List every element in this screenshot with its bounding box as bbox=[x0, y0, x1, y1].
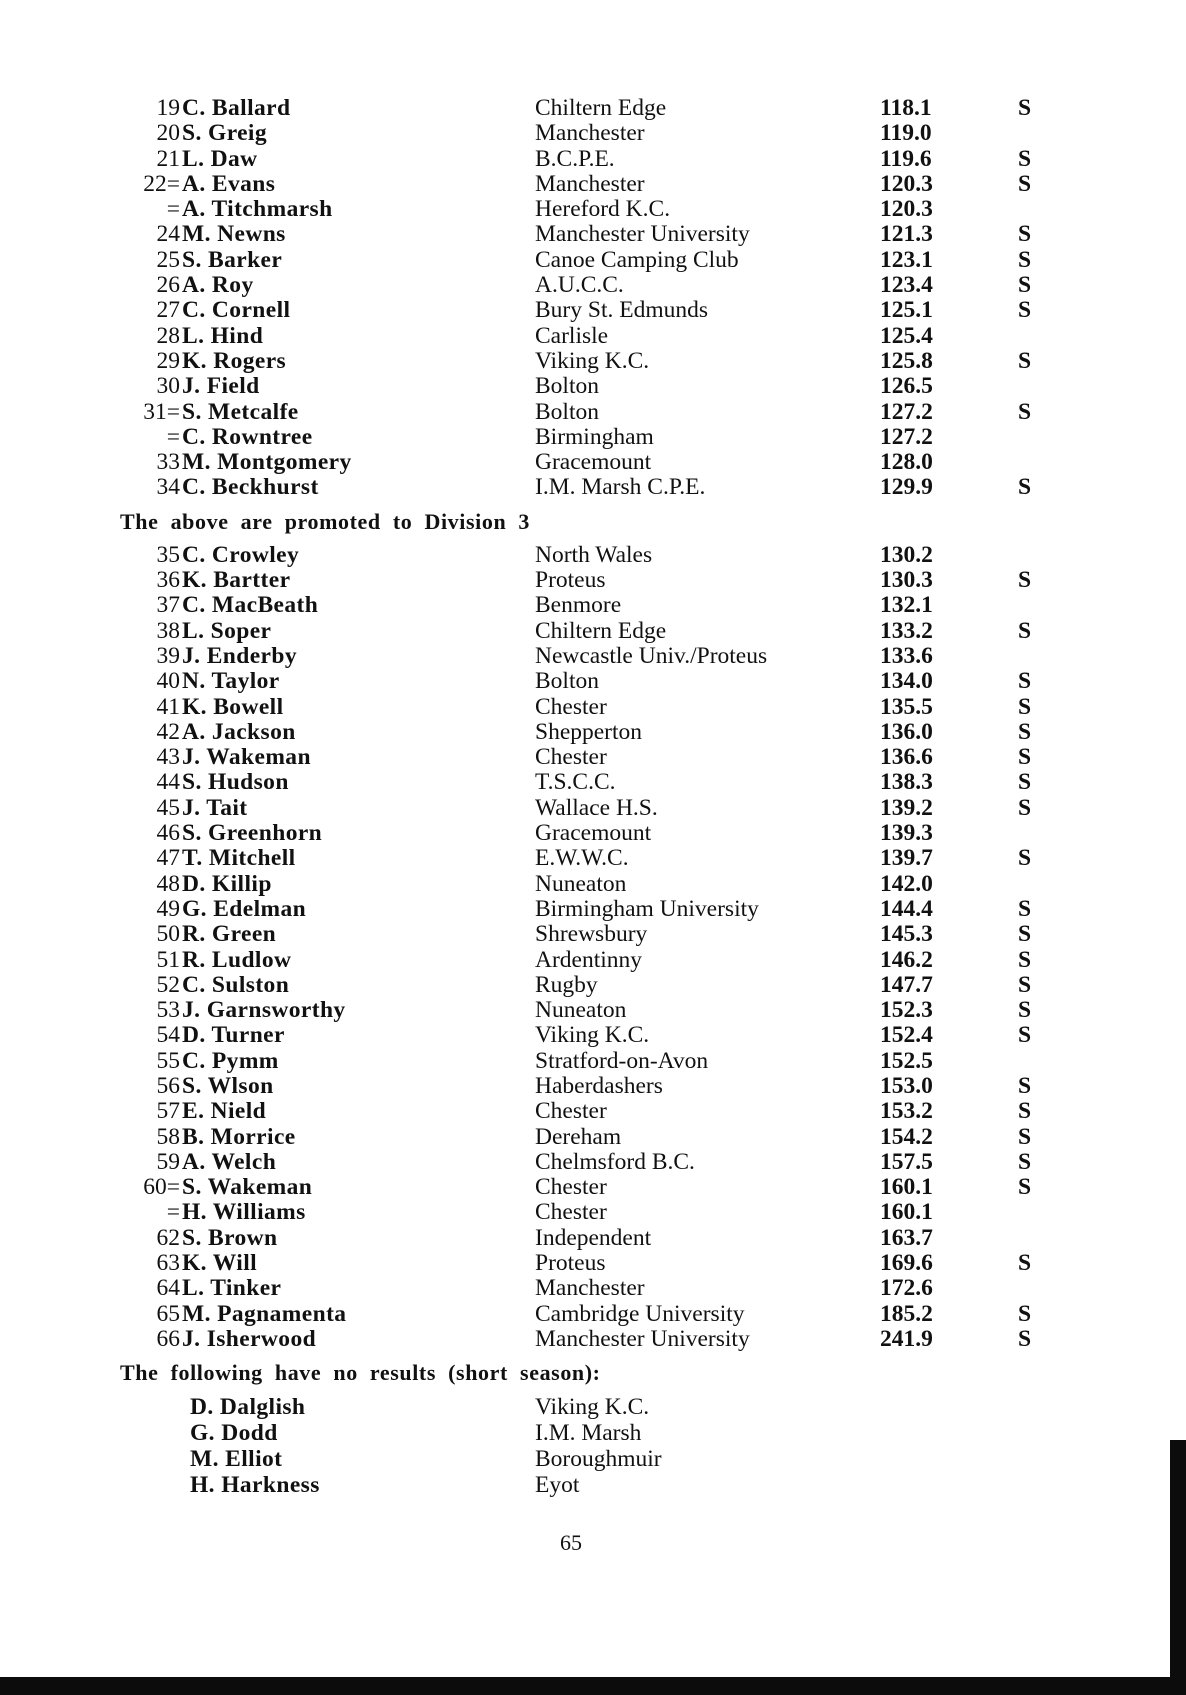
competitor-name: A. Titchmarsh bbox=[182, 196, 333, 223]
no-result-row bbox=[130, 1472, 1050, 1498]
result-time: 119.6 bbox=[880, 145, 932, 172]
rank-cell: 39 bbox=[156, 642, 180, 669]
result-row bbox=[130, 349, 1050, 374]
competitor-name: B. Morrice bbox=[182, 1123, 296, 1150]
competitor-name: C. Ballard bbox=[182, 95, 291, 121]
result-time: 138.3 bbox=[880, 769, 933, 796]
competitor-name: M. Newns bbox=[182, 221, 286, 248]
result-time: 127.2 bbox=[880, 398, 933, 425]
competitor-name: R. Ludlow bbox=[182, 946, 292, 973]
competitor-name: L. Soper bbox=[182, 617, 272, 644]
competitor-name: H. Williams bbox=[182, 1199, 306, 1226]
rank-cell: 24 bbox=[156, 221, 180, 248]
club-name: Viking K.C. bbox=[535, 347, 650, 374]
result-time: 185.2 bbox=[880, 1300, 933, 1327]
result-time: 160.1 bbox=[880, 1199, 933, 1226]
result-row bbox=[130, 450, 1050, 475]
rank-cell: 20 bbox=[156, 120, 180, 147]
club-name: Birmingham University bbox=[535, 895, 759, 922]
competitor-name: L. Daw bbox=[182, 145, 258, 172]
result-time: 133.2 bbox=[880, 617, 933, 644]
club-name: Benmore bbox=[535, 592, 622, 619]
result-row bbox=[130, 298, 1050, 323]
rank-cell: 29 bbox=[156, 347, 180, 374]
competitor-name: D. Killip bbox=[182, 870, 272, 897]
rank-cell: 36 bbox=[156, 567, 180, 594]
no-results-heading: The following have no results (short season): bbox=[120, 1360, 601, 1386]
competitor-name: D. Dalglish bbox=[190, 1394, 306, 1421]
rank-cell: 44 bbox=[156, 769, 180, 796]
rank-cell: 27 bbox=[156, 297, 180, 324]
result-time: 241.9 bbox=[880, 1325, 933, 1352]
result-row bbox=[130, 821, 1050, 846]
club-name: Bury St. Edmunds bbox=[535, 297, 709, 324]
club-name: Haberdashers bbox=[535, 1072, 663, 1099]
result-time: 123.1 bbox=[880, 246, 933, 273]
no-result-row bbox=[130, 1446, 1050, 1472]
rank-cell: 46 bbox=[156, 820, 180, 847]
status-flag: S bbox=[1018, 1148, 1032, 1175]
competitor-name: M. Pagnamenta bbox=[182, 1300, 347, 1327]
result-time: 125.1 bbox=[880, 297, 933, 324]
scan-border-right bbox=[1170, 1440, 1186, 1695]
competitor-name: A. Roy bbox=[182, 272, 254, 299]
status-flag: S bbox=[1018, 617, 1032, 644]
result-time: 120.3 bbox=[880, 196, 933, 223]
club-name: Shrewsbury bbox=[535, 921, 648, 948]
result-time: 146.2 bbox=[880, 946, 933, 973]
result-time: 121.3 bbox=[880, 221, 933, 248]
club-name: Manchester University bbox=[535, 1325, 750, 1352]
rank-cell: 40 bbox=[156, 668, 180, 695]
competitor-name: C. MacBeath bbox=[182, 592, 319, 619]
result-time: 139.7 bbox=[880, 845, 933, 872]
result-row bbox=[130, 1302, 1050, 1327]
competitor-name: S. Greenhorn bbox=[182, 820, 323, 847]
no-results-list bbox=[130, 1394, 1050, 1498]
result-time: 125.4 bbox=[880, 322, 933, 349]
result-row bbox=[130, 197, 1050, 222]
competitor-name: A. Evans bbox=[182, 170, 276, 197]
competitor-name: R. Green bbox=[182, 921, 277, 948]
status-flag: S bbox=[1018, 246, 1032, 273]
result-row bbox=[130, 1200, 1050, 1225]
rank-cell: 21 bbox=[156, 145, 180, 172]
competitor-name: A. Jackson bbox=[182, 718, 296, 745]
rank-cell: 51 bbox=[156, 946, 180, 973]
result-row bbox=[130, 1099, 1050, 1124]
rank-cell: = bbox=[166, 196, 180, 223]
competitor-name: L. Hind bbox=[182, 322, 264, 349]
club-name: I.M. Marsh C.P.E. bbox=[535, 474, 706, 501]
club-name: Birmingham bbox=[535, 423, 654, 450]
result-time: 163.7 bbox=[880, 1224, 933, 1251]
result-row bbox=[130, 669, 1050, 694]
club-name: Bolton bbox=[535, 398, 599, 425]
club-name: Dereham bbox=[535, 1123, 622, 1150]
result-row bbox=[130, 222, 1050, 247]
rank-cell: 42 bbox=[156, 718, 180, 745]
rank-cell: 48 bbox=[156, 870, 180, 897]
result-time: 132.1 bbox=[880, 592, 933, 619]
competitor-name: K. Rogers bbox=[182, 347, 287, 374]
status-flag: S bbox=[1018, 971, 1032, 998]
rank-cell: 43 bbox=[156, 744, 180, 771]
club-name: Chester bbox=[535, 1174, 607, 1201]
club-name: Bolton bbox=[535, 373, 599, 400]
status-flag: S bbox=[1018, 744, 1032, 771]
status-flag: S bbox=[1018, 474, 1032, 501]
club-name: E.W.W.C. bbox=[535, 845, 629, 872]
result-time: 152.4 bbox=[880, 1022, 933, 1049]
status-flag: S bbox=[1018, 693, 1032, 720]
status-flag: S bbox=[1018, 398, 1032, 425]
status-flag: S bbox=[1018, 845, 1032, 872]
result-row bbox=[130, 1074, 1050, 1099]
club-name: Manchester University bbox=[535, 221, 750, 248]
status-flag: S bbox=[1018, 1325, 1032, 1352]
status-flag: S bbox=[1018, 1022, 1032, 1049]
rank-cell: = bbox=[166, 1199, 180, 1226]
competitor-name: J. Tait bbox=[182, 794, 248, 821]
club-name: A.U.C.C. bbox=[535, 272, 624, 299]
club-name: Cambridge University bbox=[535, 1300, 745, 1327]
club-name: Manchester bbox=[535, 170, 645, 197]
result-row bbox=[130, 273, 1050, 298]
result-row bbox=[130, 1175, 1050, 1200]
result-row bbox=[130, 425, 1050, 450]
rank-cell: 45 bbox=[156, 794, 180, 821]
club-name: Proteus bbox=[535, 1250, 606, 1277]
club-name: Hereford K.C. bbox=[535, 196, 671, 223]
club-name: Viking K.C. bbox=[535, 1394, 650, 1421]
status-flag: S bbox=[1018, 921, 1032, 948]
result-row bbox=[130, 619, 1050, 644]
competitor-name: J. Field bbox=[182, 373, 260, 400]
result-time: 172.6 bbox=[880, 1275, 933, 1302]
rank-cell: 19 bbox=[156, 95, 180, 121]
club-name: Independent bbox=[535, 1224, 652, 1251]
result-time: 153.0 bbox=[880, 1072, 933, 1099]
result-time: 118.1 bbox=[880, 95, 932, 121]
result-row bbox=[130, 374, 1050, 399]
result-time: 119.0 bbox=[880, 120, 932, 147]
result-time: 130.3 bbox=[880, 567, 933, 594]
result-row bbox=[130, 1023, 1050, 1048]
result-row bbox=[130, 248, 1050, 273]
rank-cell: 26 bbox=[156, 272, 180, 299]
status-flag: S bbox=[1018, 347, 1032, 374]
club-name: Nuneaton bbox=[535, 997, 627, 1024]
competitor-name: S. Hudson bbox=[182, 769, 289, 796]
rank-cell: 28 bbox=[156, 322, 180, 349]
result-row bbox=[130, 1276, 1050, 1301]
result-time: 152.5 bbox=[880, 1047, 933, 1074]
rank-cell: 53 bbox=[156, 997, 180, 1024]
status-flag: S bbox=[1018, 221, 1032, 248]
status-flag: S bbox=[1018, 272, 1032, 299]
club-name: Chester bbox=[535, 693, 607, 720]
competitor-name: C. Cornell bbox=[182, 297, 291, 324]
results-list-section-2 bbox=[130, 543, 1050, 1353]
competitor-name: C. Beckhurst bbox=[182, 474, 319, 501]
status-flag: S bbox=[1018, 997, 1032, 1024]
competitor-name: J. Isherwood bbox=[182, 1325, 317, 1352]
status-flag: S bbox=[1018, 794, 1032, 821]
rank-cell: 31= bbox=[143, 398, 180, 425]
result-row bbox=[130, 973, 1050, 998]
result-time: 127.2 bbox=[880, 423, 933, 450]
status-flag: S bbox=[1018, 95, 1032, 121]
rank-cell: 58 bbox=[156, 1123, 180, 1150]
club-name: Stratford-on-Avon bbox=[535, 1047, 709, 1074]
rank-cell: 35 bbox=[156, 541, 180, 568]
page-number: 65 bbox=[560, 1530, 582, 1555]
status-flag: S bbox=[1018, 1098, 1032, 1125]
status-flag: S bbox=[1018, 1250, 1032, 1277]
rank-cell: 64 bbox=[156, 1275, 180, 1302]
status-flag: S bbox=[1018, 668, 1032, 695]
result-row bbox=[130, 872, 1050, 897]
result-row bbox=[130, 96, 1050, 121]
club-name: Eyot bbox=[535, 1472, 580, 1499]
club-name: Newcastle Univ./Proteus bbox=[535, 642, 768, 669]
result-row bbox=[130, 1327, 1050, 1352]
rank-cell: 62 bbox=[156, 1224, 180, 1251]
rank-cell: 52 bbox=[156, 971, 180, 998]
club-name: Wallace H.S. bbox=[535, 794, 658, 821]
result-row bbox=[130, 695, 1050, 720]
result-time: 157.5 bbox=[880, 1148, 933, 1175]
club-name: Gracemount bbox=[535, 449, 652, 476]
result-row bbox=[130, 400, 1050, 425]
club-name: Bolton bbox=[535, 668, 599, 695]
competitor-name: S. Wlson bbox=[182, 1072, 274, 1099]
competitor-name: K. Bowell bbox=[182, 693, 284, 720]
result-row bbox=[130, 1226, 1050, 1251]
result-row bbox=[130, 922, 1050, 947]
competitor-name: N. Taylor bbox=[182, 668, 280, 695]
result-time: 135.5 bbox=[880, 693, 933, 720]
club-name: Boroughmuir bbox=[535, 1446, 662, 1473]
competitor-name: C. Crowley bbox=[182, 541, 300, 568]
promotion-heading: The above are promoted to Division 3 bbox=[120, 508, 531, 534]
result-row bbox=[130, 1125, 1050, 1150]
status-flag: S bbox=[1018, 946, 1032, 973]
result-time: 134.0 bbox=[880, 668, 933, 695]
result-time: 126.5 bbox=[880, 373, 933, 400]
competitor-name: S. Metcalfe bbox=[182, 398, 299, 425]
rank-cell: 38 bbox=[156, 617, 180, 644]
competitor-name: J. Wakeman bbox=[182, 744, 311, 771]
result-row bbox=[130, 543, 1050, 568]
rank-cell: 34 bbox=[156, 474, 180, 501]
competitor-name: S. Greig bbox=[182, 120, 268, 147]
status-flag: S bbox=[1018, 1174, 1032, 1201]
competitor-name: C. Sulston bbox=[182, 971, 290, 998]
club-name: Chiltern Edge bbox=[535, 95, 667, 121]
rank-cell: 63 bbox=[156, 1250, 180, 1277]
status-flag: S bbox=[1018, 895, 1032, 922]
result-time: 142.0 bbox=[880, 870, 933, 897]
result-time: 153.2 bbox=[880, 1098, 933, 1125]
status-flag: S bbox=[1018, 170, 1032, 197]
status-flag: S bbox=[1018, 567, 1032, 594]
rank-cell: 54 bbox=[156, 1022, 180, 1049]
status-flag: S bbox=[1018, 145, 1032, 172]
club-name: Carlisle bbox=[535, 322, 609, 349]
club-name: Chester bbox=[535, 1098, 607, 1125]
status-flag: S bbox=[1018, 1123, 1032, 1150]
result-time: 120.3 bbox=[880, 170, 933, 197]
club-name: Ardentinny bbox=[535, 946, 643, 973]
result-time: 139.3 bbox=[880, 820, 933, 847]
result-row bbox=[130, 644, 1050, 669]
result-time: 144.4 bbox=[880, 895, 933, 922]
club-name: T.S.C.C. bbox=[535, 769, 616, 796]
club-name: Chester bbox=[535, 1199, 607, 1226]
rank-cell: 50 bbox=[156, 921, 180, 948]
competitor-name: G. Edelman bbox=[182, 895, 307, 922]
rank-cell: = bbox=[166, 423, 180, 450]
competitor-name: G. Dodd bbox=[190, 1420, 278, 1447]
rank-cell: 60= bbox=[143, 1174, 180, 1201]
result-row bbox=[130, 1049, 1050, 1074]
club-name: I.M. Marsh bbox=[535, 1420, 642, 1447]
result-row bbox=[130, 568, 1050, 593]
rank-cell: 65 bbox=[156, 1300, 180, 1327]
rank-cell: 59 bbox=[156, 1148, 180, 1175]
competitor-name: T. Mitchell bbox=[182, 845, 296, 872]
rank-cell: 66 bbox=[156, 1325, 180, 1352]
result-row bbox=[130, 948, 1050, 973]
result-row bbox=[130, 846, 1050, 871]
result-time: 129.9 bbox=[880, 474, 933, 501]
rank-cell: 37 bbox=[156, 592, 180, 619]
status-flag: S bbox=[1018, 769, 1032, 796]
result-row bbox=[130, 1150, 1050, 1175]
competitor-name: S. Brown bbox=[182, 1224, 278, 1251]
club-name: Viking K.C. bbox=[535, 1022, 650, 1049]
rank-cell: 33 bbox=[156, 449, 180, 476]
club-name: Chester bbox=[535, 744, 607, 771]
club-name: Nuneaton bbox=[535, 870, 627, 897]
result-row bbox=[130, 1251, 1050, 1276]
results-page bbox=[120, 95, 1050, 1499]
competitor-name: K. Bartter bbox=[182, 567, 291, 594]
competitor-name: S. Wakeman bbox=[182, 1174, 313, 1201]
competitor-name: L. Tinker bbox=[182, 1275, 282, 1302]
result-row bbox=[130, 324, 1050, 349]
club-name: North Wales bbox=[535, 541, 653, 568]
result-time: 139.2 bbox=[880, 794, 933, 821]
club-name: Canoe Camping Club bbox=[535, 246, 739, 273]
result-row bbox=[130, 172, 1050, 197]
competitor-name: M. Montgomery bbox=[182, 449, 352, 476]
result-time: 136.0 bbox=[880, 718, 933, 745]
result-row bbox=[130, 770, 1050, 795]
result-time: 130.2 bbox=[880, 541, 933, 568]
club-name: Proteus bbox=[535, 567, 606, 594]
result-row bbox=[130, 147, 1050, 172]
competitor-name: J. Enderby bbox=[182, 642, 297, 669]
result-time: 136.6 bbox=[880, 744, 933, 771]
scan-border-bottom bbox=[0, 1677, 1186, 1695]
rank-cell: 22= bbox=[143, 170, 180, 197]
rank-cell: 57 bbox=[156, 1098, 180, 1125]
result-time: 145.3 bbox=[880, 921, 933, 948]
rank-cell: 41 bbox=[156, 693, 180, 720]
result-row bbox=[130, 796, 1050, 821]
result-row bbox=[130, 745, 1050, 770]
club-name: Rugby bbox=[535, 971, 598, 998]
rank-cell: 56 bbox=[156, 1072, 180, 1099]
results-list-section-1 bbox=[130, 96, 1050, 501]
result-row bbox=[130, 121, 1050, 146]
competitor-name: M. Elliot bbox=[190, 1446, 283, 1473]
no-result-row bbox=[130, 1420, 1050, 1446]
status-flag: S bbox=[1018, 718, 1032, 745]
competitor-name: C. Pymm bbox=[182, 1047, 279, 1074]
result-time: 147.7 bbox=[880, 971, 933, 998]
competitor-name: S. Barker bbox=[182, 246, 283, 273]
club-name: B.C.P.E. bbox=[535, 145, 615, 172]
result-row bbox=[130, 720, 1050, 745]
competitor-name: A. Welch bbox=[182, 1148, 277, 1175]
status-flag: S bbox=[1018, 297, 1032, 324]
rank-cell: 47 bbox=[156, 845, 180, 872]
club-name: Gracemount bbox=[535, 820, 652, 847]
result-time: 154.2 bbox=[880, 1123, 933, 1150]
result-time: 123.4 bbox=[880, 272, 933, 299]
result-time: 125.8 bbox=[880, 347, 933, 374]
competitor-name: H. Harkness bbox=[190, 1472, 320, 1499]
competitor-name: J. Garnsworthy bbox=[182, 997, 346, 1024]
status-flag: S bbox=[1018, 1072, 1032, 1099]
result-row bbox=[130, 593, 1050, 618]
competitor-name: K. Will bbox=[182, 1250, 258, 1277]
result-row bbox=[130, 998, 1050, 1023]
result-time: 169.6 bbox=[880, 1250, 933, 1277]
rank-cell: 25 bbox=[156, 246, 180, 273]
club-name: Manchester bbox=[535, 120, 645, 147]
result-row bbox=[130, 897, 1050, 922]
rank-cell: 30 bbox=[156, 373, 180, 400]
result-time: 152.3 bbox=[880, 997, 933, 1024]
rank-cell: 55 bbox=[156, 1047, 180, 1074]
club-name: Manchester bbox=[535, 1275, 645, 1302]
club-name: Chiltern Edge bbox=[535, 617, 667, 644]
status-flag: S bbox=[1018, 1300, 1032, 1327]
club-name: Chelmsford B.C. bbox=[535, 1148, 695, 1175]
competitor-name: D. Turner bbox=[182, 1022, 285, 1049]
rank-cell: 49 bbox=[156, 895, 180, 922]
no-result-row bbox=[130, 1394, 1050, 1420]
club-name: Shepperton bbox=[535, 718, 643, 745]
result-row bbox=[130, 475, 1050, 500]
result-time: 133.6 bbox=[880, 642, 933, 669]
competitor-name: C. Rowntree bbox=[182, 423, 313, 450]
competitor-name: E. Nield bbox=[182, 1098, 267, 1125]
result-time: 128.0 bbox=[880, 449, 933, 476]
result-time: 160.1 bbox=[880, 1174, 933, 1201]
